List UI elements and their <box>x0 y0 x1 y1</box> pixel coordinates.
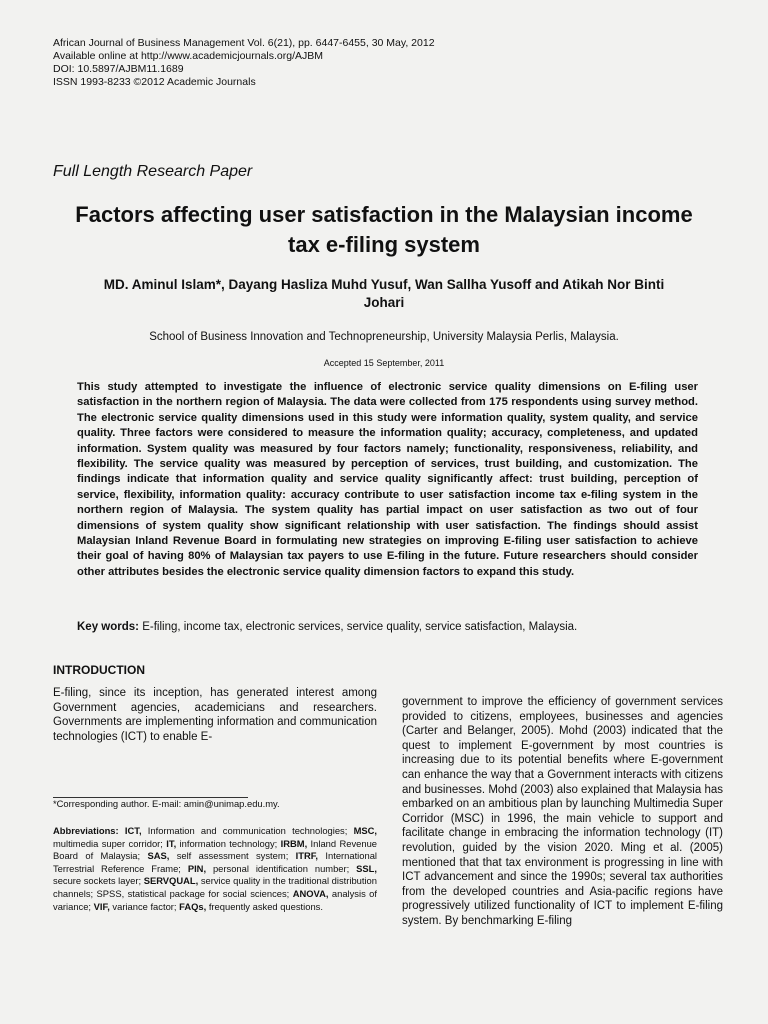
abbreviation-term: IT, <box>166 837 177 849</box>
abbreviation-definition: personal identification number; <box>206 862 357 874</box>
abbreviation-definition: International Terrestrial Reference Frame; <box>53 850 377 874</box>
abbreviation-definition: Information and communication technologies; <box>141 825 354 836</box>
abbreviations-list <box>53 825 377 912</box>
abbreviations <box>53 825 377 913</box>
journal-line: African Journal of Business Management Vol. 6(21), pp. 6447-6455, 30 May, 2012 <box>53 37 435 49</box>
introduction-heading: INTRODUCTION <box>53 663 145 677</box>
keywords-label: Key words: <box>77 621 139 633</box>
journal-header <box>53 37 435 89</box>
authors: MD. Aminul Islam*, Dayang Hasliza Muhd Yusuf, Wan Sallha Yusoff and Atikah Nor Binti Johari <box>103 277 665 310</box>
abbreviation-definition: self assessment system; <box>169 850 296 862</box>
abbreviation-term: SERVQUAL, <box>143 875 199 887</box>
issn-line: ISSN 1993-8233 ©2012 Academic Journals <box>53 76 256 88</box>
abbreviation-term: VIF, <box>93 900 110 912</box>
introduction-right-column: government to improve the efficiency of government services provided to citizens, employees, businesses and agencies (Carter and Belanger, 2005). Mohd (2003) indicated that the quest to implement E-government by most countries is increasing due to its potential benefits where E-government can enhance the way that a Government interacts with citizens and businesses. Mohd (2003) also explained that Malaysia has embarked on an ambitious plan by launching Multimedia Super Corridor (MSC) in 1996, the main vehicle to support and facilitate change in embracing the information technology (IT) revolution, guided by the vision 2020. Ming et al. (2005) mentioned that that tax environment is progressing in line with ICT advancement and since the 1990s; several tax authorities from the developed countries and Asia-pacific regions have progressively utilized functionality of ICT to implement E-filing system. By benchmarking E-filing <box>402 696 723 927</box>
keywords <box>77 621 577 633</box>
abbreviation-term: FAQs, <box>179 900 207 912</box>
abbreviations-label: Abbreviations: <box>53 825 119 836</box>
abbreviation-definition: service quality in the traditional distribution channels; SPSS, statistical package for social sciences; <box>53 875 377 899</box>
abbreviation-definition: variance factor; <box>109 900 180 912</box>
abbreviation-definition: analysis of variance; <box>53 887 378 912</box>
corresponding-author: *Corresponding author. E-mail: amin@unimap.edu.my. <box>53 798 280 809</box>
abbreviation-term: ANOVA, <box>292 887 329 899</box>
doi-line: DOI: 10.5897/AJBM11.1689 <box>53 63 184 75</box>
abbreviation-term: ITRF, <box>295 850 319 862</box>
accepted-date: Accepted 15 September, 2011 <box>323 358 445 368</box>
paper-title: Factors affecting user satisfaction in the Malaysian income tax e-filing system <box>75 202 693 257</box>
abbreviation-term: PIN, <box>187 862 207 874</box>
abbreviation-definition: Inland Revenue Board of Malaysia; <box>53 837 377 862</box>
abbreviation-definition: secure sockets layer; <box>53 875 144 887</box>
introduction-left-column: E-filing, since its inception, has generated interest among Government agencies, academicians and researchers. Governments are implementing information and communication technologies (ICT) to enable E- <box>53 687 377 743</box>
abbreviation-term: MSC, <box>353 825 378 836</box>
paper-type: Full Length Research Paper <box>53 163 253 180</box>
abbreviation-definition: information technology; <box>176 837 281 849</box>
available-online-line: Available online at http://www.academicjournals.org/AJBM <box>53 50 324 62</box>
keywords-text: E-filing, income tax, electronic services, service quality, service satisfaction, Malaysia. <box>142 621 578 633</box>
abbreviation-definition: multimedia super corridor; <box>53 837 167 849</box>
abbreviation-term: SAS, <box>147 850 170 862</box>
abstract: This study attempted to investigate the influence of electronic service quality dimensions on E-filing user satisfaction in the northern region of Malaysia. The data were collected from 175 respondents using survey method. The electronic service quality dimensions used in this study were information quality, system quality, and service quality. Three factors were considered to measure the information quality; accuracy, completeness, and updated information. System quality was measured by four factors namely; functionality, responsiveness, reliability, and flexibility. The service quality was measured by perception of services, trust building, and customization. The findings indicate that information quality and service quality significantly affect: trust building, perception of service, flexibility, information quality: accuracy contribute to user satisfaction income tax e-filing system in the northern region of Malaysia. The system quality has partial impact on user satisfaction as two out of four dimensions of system quality show significant relationship with user satisfaction. The findings should assist Malaysian Inland Revenue Board in formulating new strategies on improving E-filing user satisfaction to achieve their goal of having 80% of Malaysian tax payers to use E-filing in the future. Future researchers should consider other attributes besides the electronic service quality dimension factors to expand this study. <box>77 381 698 578</box>
abbreviation-definition: frequently asked questions. <box>206 900 323 912</box>
abbreviation-term: ICT, <box>124 825 142 836</box>
abbreviation-term: SSL, <box>356 862 378 874</box>
affiliation: School of Business Innovation and Technopreneurship, University Malaysia Perlis, Malaysia. <box>149 331 619 343</box>
abbreviation-term: IRBM, <box>280 837 308 849</box>
